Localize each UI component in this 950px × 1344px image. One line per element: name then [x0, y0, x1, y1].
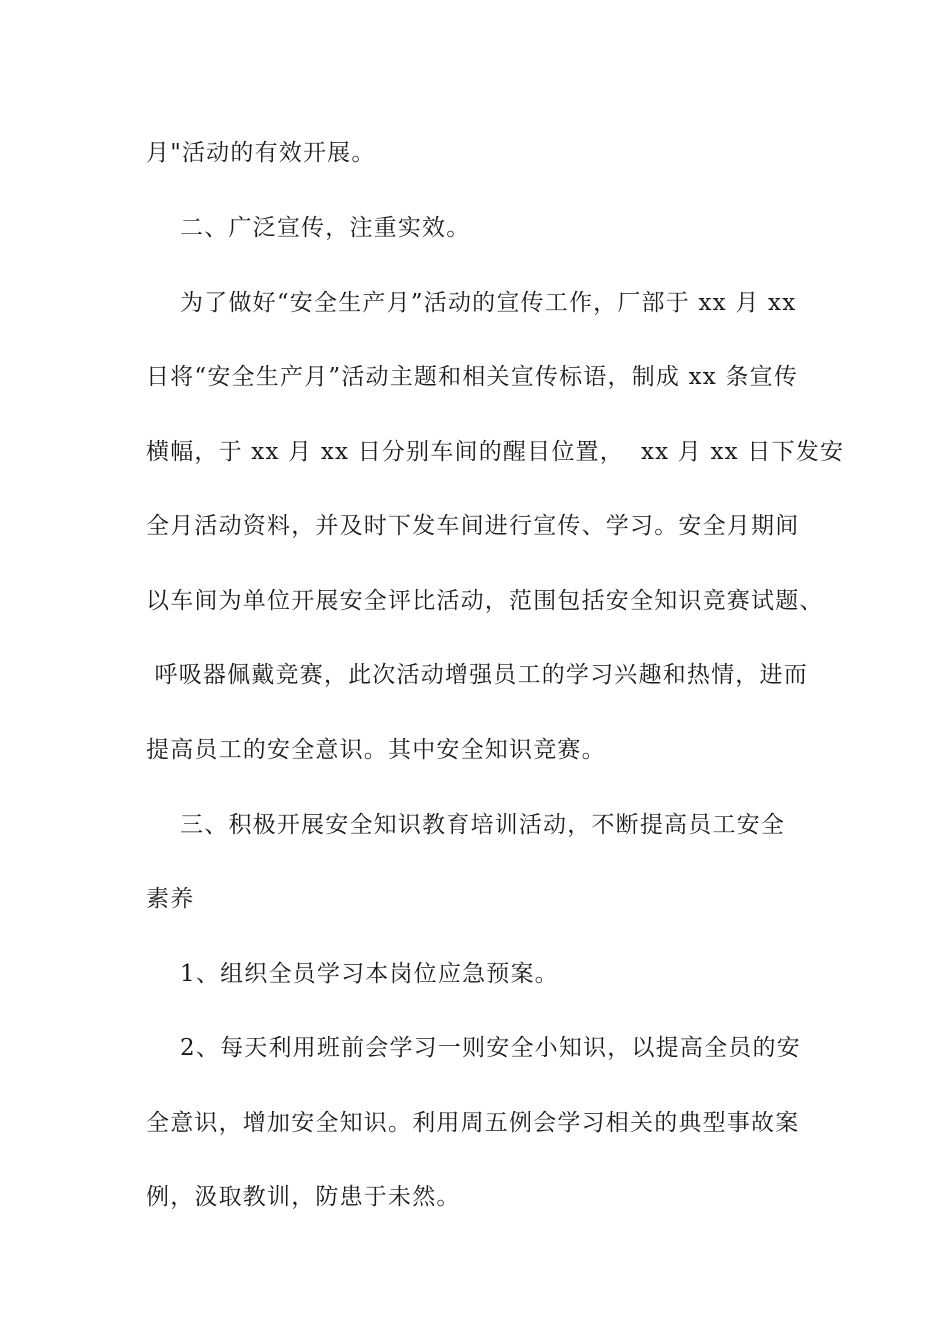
section-heading-3: 三、积极开展安全知识教育培训活动，不断提高员工安全: [146, 812, 786, 838]
text-line-7: 以车间为单位开展安全评比活动，范围包括安全知识竞赛试题、: [146, 588, 824, 614]
text-line-3: 为了做好“安全生产月”活动的宣传工作，厂部于 xx 月 xx: [146, 290, 797, 316]
text-line-4: 日将“安全生产月”活动主题和相关宣传标语，制成 xx 条宣传: [146, 364, 799, 390]
section-heading-2: 二、广泛宣传，注重实效。: [146, 215, 471, 241]
text-line-9: 提高员工的安全意识。其中安全知识竞赛。: [146, 737, 606, 763]
text-line-1: 月"活动的有效开展。: [146, 140, 376, 166]
text-line-14: 全意识，增加安全知识。利用周五例会学习相关的典型事故案: [146, 1110, 800, 1136]
text-line-11: 素养: [146, 886, 195, 912]
text-line-5: 横幅，于 xx 月 xx 日分别车间的醒目位置， xx 月 xx 日下发安: [146, 439, 845, 465]
text-line-8: 呼吸器佩戴竞赛，此次活动增强员工的学习兴趣和热情，进而: [146, 662, 808, 688]
text-line-15: 例，汲取教训，防患于未然。: [146, 1184, 461, 1210]
list-item-1: 1、组织全员学习本岗位应急预案。: [146, 961, 559, 987]
text-line-6: 全月活动资料，并及时下发车间进行宣传、学习。安全月期间: [146, 513, 800, 539]
list-item-2: 2、每天利用班前会学习一则安全小知识，以提高全员的安: [146, 1035, 801, 1061]
